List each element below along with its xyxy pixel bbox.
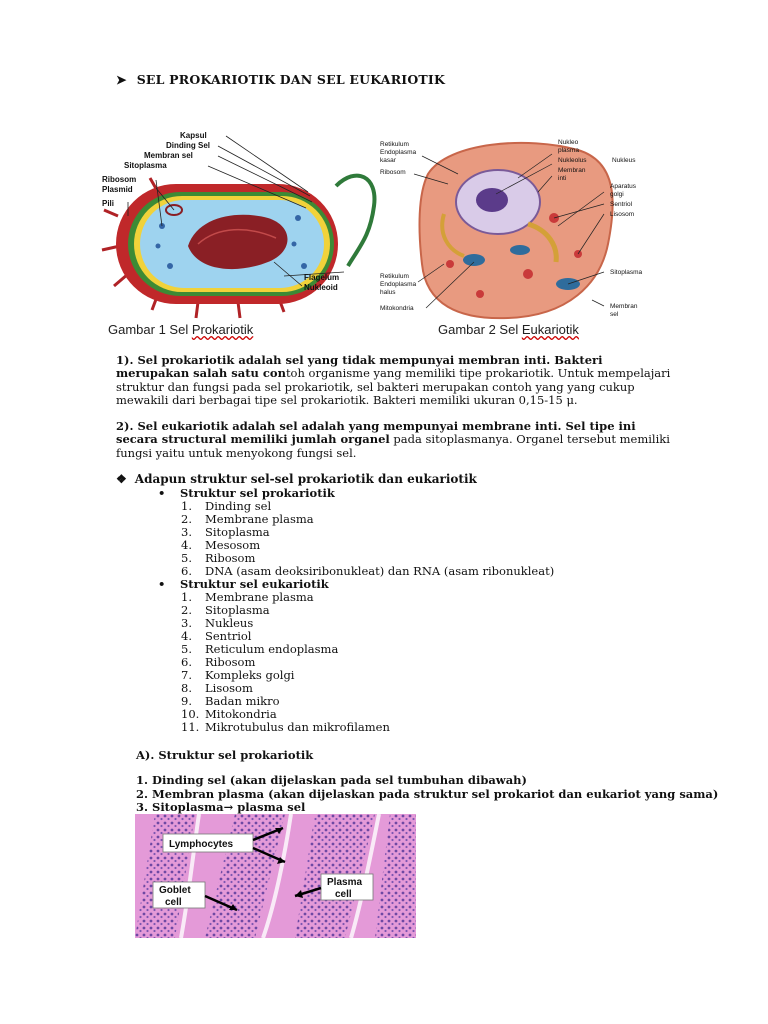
bullet-dot-icon: •: [158, 486, 166, 500]
label-nukleo-1: Nukleo: [558, 139, 579, 146]
flagellum-shape: [336, 176, 374, 266]
label-nukleo-2: plasma: [558, 147, 579, 154]
label-lisosom: Lisosom: [610, 211, 635, 218]
list-item: 5. Reticulum endoplasma: [181, 642, 339, 656]
label-ret-halus-2: Endoplasma: [380, 281, 417, 288]
list-item: 4. Mesosom: [181, 538, 261, 552]
label-membran-inti-1: Membran: [558, 167, 586, 174]
nucleolus-shape: [476, 188, 508, 212]
prokariotik-heading: • Struktur sel prokariotik: [158, 486, 335, 500]
arrow-bullet-icon: ➤: [116, 72, 127, 87]
figure1-caption: Gambar 1 Sel Prokariotik: [108, 322, 254, 337]
list-item: 3. Nukleus: [181, 616, 254, 630]
label-membran-sel-1: Membran: [610, 303, 638, 310]
label-plasmid: Plasmid: [102, 185, 133, 194]
point-sitoplasma: 3. Sitoplasma→ plasma sel: [136, 800, 306, 814]
label-membran-sel-2: sel: [610, 311, 619, 318]
label-plasma-cell: cell: [335, 889, 352, 900]
list-item: 9. Badan mikro: [181, 694, 280, 708]
list-item: 1. Dinding sel: [181, 499, 272, 513]
label-ret-kasar-2: Endoplasma: [380, 149, 417, 156]
list-item: 3. Sitoplasma: [181, 525, 270, 539]
list-item: 5. Ribosom: [181, 551, 256, 565]
label-nukleus: Nukleus: [612, 157, 636, 164]
label-plasma: Plasma: [327, 877, 363, 888]
label-aparatus-1: Aparatus: [610, 183, 637, 190]
list-item: 6. Ribosom: [181, 655, 256, 669]
prokaryotic-cell-figure: [98, 126, 388, 348]
point-dinding-sel: 1. Dinding sel (akan dijelaskan pada sel tumbuhan dibawah): [136, 773, 527, 787]
list-item: 2. Sitoplasma: [181, 603, 270, 617]
section-a-points: [136, 774, 718, 815]
label-goblet-cell: cell: [165, 897, 182, 908]
list-item: 6. DNA (asam deoksiribonukleat) dan RNA (asam ribonukleat): [181, 564, 555, 578]
bullet-dot-icon: •: [158, 577, 166, 591]
label-sitoplasma: Sitoplasma: [124, 161, 167, 170]
label-lymphocytes: Lymphocytes: [169, 839, 234, 850]
label-membran-inti-2: inti: [558, 175, 567, 182]
list-item: 8. Lisosom: [181, 681, 253, 695]
label-sitoplasma-euk: Sitoplasma: [610, 269, 643, 276]
paragraph-eukariotik: 2). Sel eukariotik adalah sel adalah yang mempunyai membrane inti. Sel tipe ini secara structural memiliki jumlah organel pada sitoplasmanya. Organel tersebut memiliki fungsi yaitu untuk menyokong fungsi sel.: [116, 419, 670, 460]
label-membran-sel: Membran sel: [144, 151, 193, 160]
prokariotik-list: [181, 500, 554, 578]
eukariotik-heading: • Struktur sel eukariotik: [158, 577, 329, 591]
histology-image: [135, 814, 416, 938]
label-sentriol: Sentriol: [610, 201, 633, 208]
label-aparatus-2: golgi: [610, 191, 624, 198]
list-item: 1. Membrane plasma: [181, 590, 314, 604]
label-nukleolus: Nukleolus: [558, 157, 587, 164]
page-title: ➤ SEL PROKARIOTIK DAN SEL EUKARIOTIK: [116, 72, 446, 87]
list-item: 11. Mikrotubulus dan mikrofilamen: [181, 720, 390, 734]
structures-heading: ❖ Adapun struktur sel-sel prokariotik dan eukariotik: [116, 472, 477, 486]
label-mitokondria: Mitokondria: [380, 305, 414, 312]
eukariotik-list: [181, 591, 390, 734]
label-ribosom-euk: Ribosom: [380, 169, 406, 176]
list-item: 4. Sentriol: [181, 629, 252, 643]
list-item: 2. Membrane plasma: [181, 512, 314, 526]
label-flagelum: Flagelum: [304, 273, 340, 282]
label-goblet: Goblet: [159, 885, 191, 896]
diamond-bullet-icon: ❖: [116, 472, 127, 486]
section-a-heading: A). Struktur sel prokariotik: [136, 748, 314, 762]
paragraph-prokariotik: 1). Sel prokariotik adalah sel yang tidak mempunyai membran inti. Bakteri merupakan salah satu contoh organisme yang memiliki tipe prokariotik. Untuk mempelajari struktur dan fungsi pada sel prokariotik, sel bakteri merupakan contoh yang yang cukup mewakili dari berbagai tipe sel prokariotik. Bakteri memiliki ukuran 0,15-15 μ.: [116, 353, 671, 407]
point-membran-plasma: 2. Membran plasma (akan dijelaskan pada struktur sel prokariot dan eukariot yang sama): [136, 786, 719, 801]
label-pili: Pili: [102, 199, 115, 208]
label-ret-kasar-3: kasar: [380, 157, 396, 164]
label-kapsul: Kapsul: [180, 131, 207, 140]
list-item: 7. Kompleks golgi: [181, 668, 295, 682]
list-item: 10. Mitokondria: [181, 707, 277, 721]
figure2-caption: Gambar 2 Sel Eukariotik: [438, 322, 579, 337]
label-nukleoid: Nukleoid: [304, 283, 338, 292]
label-dinding-sel: Dinding Sel: [166, 141, 210, 150]
eukaryotic-cell-figure: [378, 134, 668, 326]
label-ret-kasar-1: Retikulum: [380, 141, 409, 148]
label-ribosom: Ribosom: [102, 175, 137, 184]
label-ret-halus-3: halus: [380, 289, 396, 296]
label-ret-halus-1: Retikulum: [380, 273, 409, 280]
